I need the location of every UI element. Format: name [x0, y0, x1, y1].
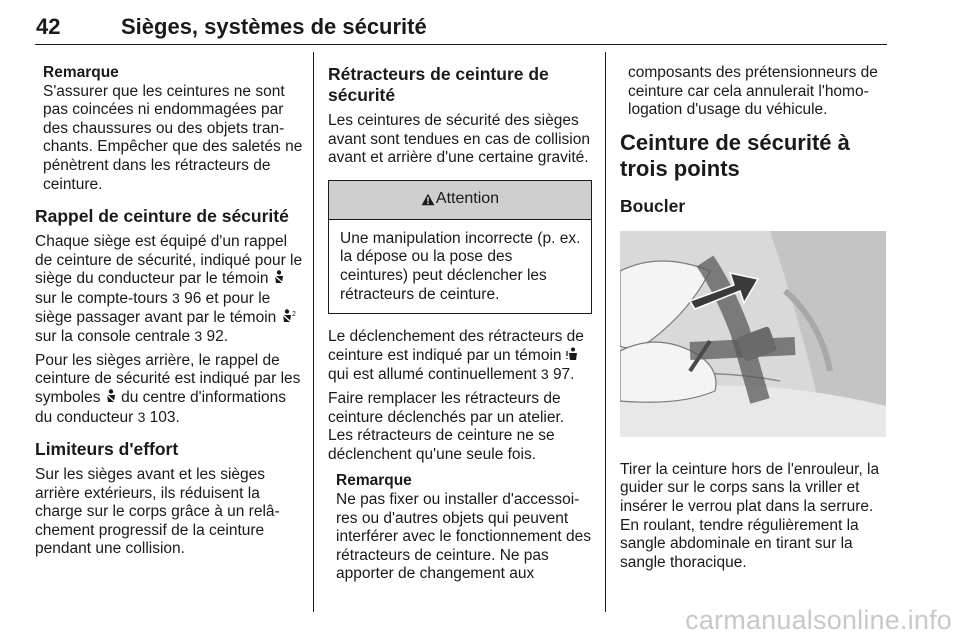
reference-arrow-icon: 3: [137, 408, 146, 425]
page-title: Sièges, systèmes de sécurité: [121, 14, 427, 39]
page-header: [35, 8, 887, 45]
column-middle: [328, 64, 592, 584]
rappel-paragraph: Chaque siège est équipé d'un rappel de ceinture de sécurité, indiqué pour le siège du conducteur par le témoin sur le compte-tours 3 96 et pour le siège passager avant par le témoin 2 sur la console centrale 3 92.: [35, 233, 303, 346]
remark-block: [336, 472, 592, 584]
seatbelt-reminder-icon: [273, 270, 285, 285]
limiteurs-paragraph: Sur les sièges avant et les sièges arrière extérieurs, ils réduisent la charge sur le corps grâce à un relâchement progressif de la ceinture pendant une collision.: [35, 466, 280, 558]
declenchement-paragraph: Le déclenchement des rétracteurs de ceinture est indiqué par un témoin qui est allumé continuellement 3 97.: [328, 328, 584, 384]
warning-box: [328, 180, 592, 314]
warning-text: Une manipulation incorrecte (p. ex. la dépose ou la pose des ceintures) peut déclencher les rétracteurs de ceinture.: [340, 229, 581, 303]
remark-title: Remarque: [336, 472, 412, 490]
reference-arrow-icon: 3: [171, 289, 180, 306]
rear-seats-paragraph: Pour les sièges arrière, le rappel de ceinture de sécurité est indiqué par les symboles du centre d'informations du conducteur 3 103.: [35, 351, 301, 426]
instructions-paragraph: Tirer la ceinture hors de l'enrouleur, la guider sur le corps sans la vriller et insérer le verrou plat dans la serrure. En roulant, tendre régulièrement la sangle abdominale en tirant sur la sangle thoracique.: [620, 460, 880, 571]
pretensioner-warning-icon: [566, 347, 578, 362]
retracteurs-paragraph: Les ceintures de sécurité des sièges avant sont tendues en cas de collision avant et arrière d'une certaine gravité.: [328, 112, 590, 167]
seatbelt-fastening-illustration: [620, 231, 886, 437]
section-heading-limiteurs: Limiteurs d'effort: [35, 439, 179, 460]
remark-text: S'assurer que les ceintures ne sont pas coincées ni endommagées par des chaussures ou des objets tranchants. Empêcher que des saletés ne pénètrent dans les rétracteurs de ceinture.: [43, 82, 303, 193]
warning-triangle-icon: [421, 193, 435, 206]
remark-block: [43, 64, 303, 194]
remark-continuation: composants des prétensionneurs de ceinture car cela annulerait l'homologation d'usage du véhicule.: [628, 64, 878, 119]
warning-title: Attention: [435, 190, 500, 208]
remplacer-paragraph: Faire remplacer les rétracteurs de ceinture déclenchés par un atelier. Les rétracteurs de ceinture ne se déclenchent qu'une seule fois.: [328, 389, 565, 463]
subheading-boucler: Boucler: [620, 195, 686, 216]
svg-text:2: 2: [291, 310, 296, 318]
remark-title: Remarque: [43, 64, 119, 81]
warning-header: [329, 181, 591, 220]
remark-text: Ne pas fixer ou installer d'accessoires ou d'autres objets qui peuvent interférer avec le fonctionnement des rétracteurs de ceinture. Ne pas apporter de changement aux: [336, 490, 592, 583]
column-divider: [605, 52, 606, 612]
section-heading-retracteurs: Rétracteurs de ceinture de sécurité: [328, 64, 549, 105]
reference-arrow-icon: 3: [194, 328, 203, 345]
column-right: [620, 64, 888, 577]
passenger-seatbelt-icon: [281, 309, 297, 324]
seatbelt-reminder-icon: [105, 389, 117, 404]
reference-arrow-icon: 3: [540, 366, 549, 383]
column-divider: [313, 52, 314, 612]
section-heading-three-point: Ceinture de sécurité à trois points: [620, 129, 850, 181]
page-number: 42: [36, 14, 61, 39]
column-left: [35, 64, 303, 564]
watermark: carmanualsonline.info: [685, 605, 952, 635]
section-heading-rappel: Rappel de ceinture de sécurité: [35, 206, 289, 227]
